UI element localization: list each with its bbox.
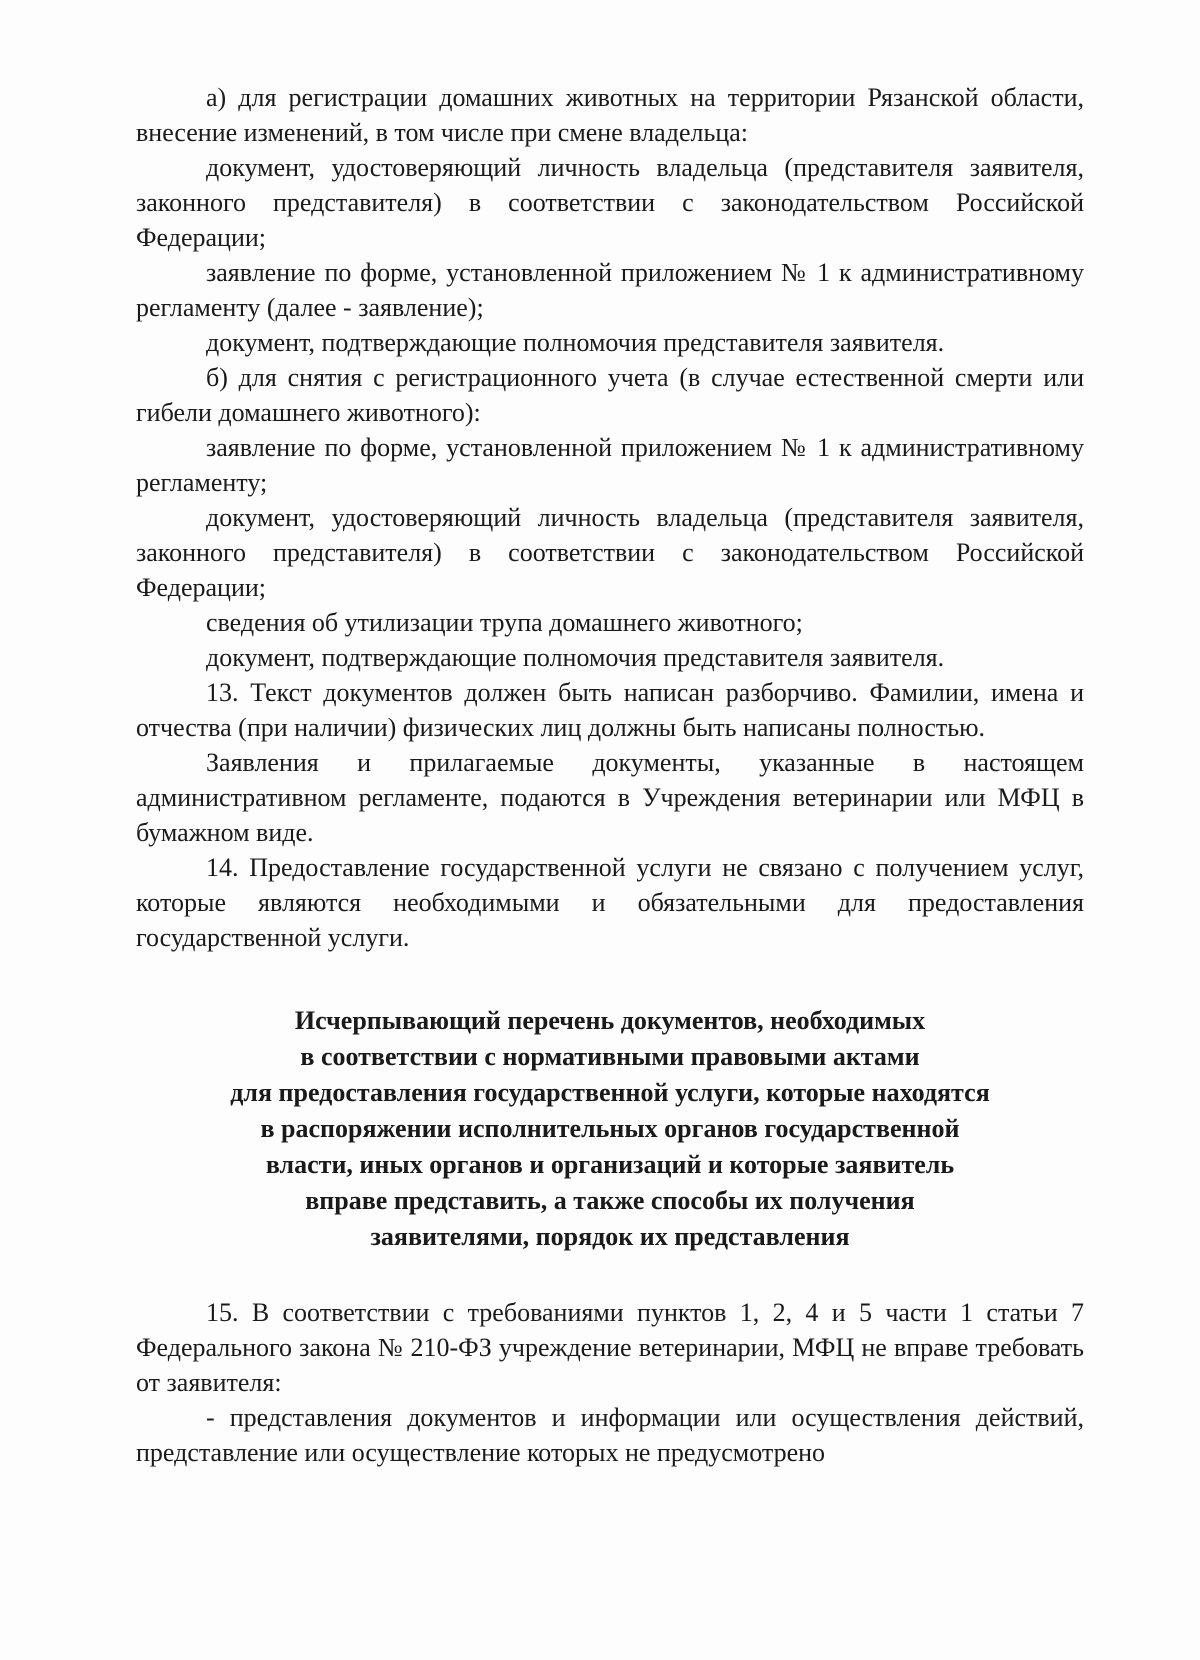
heading-line: в соответствии с нормативными правовыми актами xyxy=(300,1042,920,1071)
document-body xyxy=(136,80,1084,1470)
paragraph-identity-document-2: документ, удостоверяющий личность владельца (представителя заявителя, законного представителя) в соответствии с законодательством Российской Федерации; xyxy=(136,503,1084,602)
paragraph-item-15: 15. В соответствии с требованиями пунктов 1, 2, 4 и 5 части 1 статьи 7 Федерального закона № 210-ФЗ учреждение ветеринарии, МФЦ не вправе требовать от заявителя: xyxy=(136,1298,1084,1397)
heading-line: вправе представить, а также способы их получения xyxy=(305,1186,915,1215)
section-heading xyxy=(136,1003,1084,1255)
heading-line: в распоряжении исполнительных органов государственной xyxy=(260,1114,960,1143)
paragraph-deregistration-intro: б) для снятия с регистрационного учета (в случае естественной смерти или гибели домашнего животного): xyxy=(136,363,1084,427)
paragraph-application-form: заявление по форме, установленной приложением № 1 к административному регламенту (далее - заявление); xyxy=(136,258,1084,322)
paragraph-authority-document-2: документ, подтверждающие полномочия представителя заявителя. xyxy=(206,643,945,672)
paragraph-authority-document: документ, подтверждающие полномочия представителя заявителя. xyxy=(206,328,945,357)
paragraph-identity-document: документ, удостоверяющий личность владельца (представителя заявителя, законного представителя) в соответствии с законодательством Российской Федерации; xyxy=(136,153,1084,252)
heading-line: для предоставления государственной услуги, которые находятся xyxy=(230,1078,990,1107)
paragraph-disposal-info: сведения об утилизации трупа домашнего животного; xyxy=(206,608,803,637)
heading-line: власти, иных органов и организаций и которые заявитель xyxy=(265,1150,955,1179)
paragraph-submission: Заявления и прилагаемые документы, указанные в настоящем административном регламенте, подаются в Учреждения ветеринарии или МФЦ в бумажном виде. xyxy=(136,748,1084,847)
heading-line: заявителями, порядок их представления xyxy=(370,1222,850,1251)
paragraph-item-14: 14. Предоставление государственной услуги не связано с получением услуг, которые являются необходимыми и обязательными для предоставления государственной услуги. xyxy=(136,853,1084,952)
paragraph-registration-intro: а) для регистрации домашних животных на территории Рязанской области, внесение изменений, в том числе при смене владельца: xyxy=(136,83,1084,147)
paragraph-item-13: 13. Текст документов должен быть написан разборчиво. Фамилии, имена и отчества (при наличии) физических лиц должны быть написаны полностью. xyxy=(136,678,1084,742)
heading-line: Исчерпывающий перечень документов, необходимых xyxy=(294,1006,926,1035)
paragraph-application-form-2: заявление по форме, установленной приложением № 1 к административному регламенту; xyxy=(136,433,1084,497)
paragraph-requirement-dash: - представления документов и информации или осуществления действий, представление или осуществление которых не предусмотрено xyxy=(136,1403,1084,1467)
